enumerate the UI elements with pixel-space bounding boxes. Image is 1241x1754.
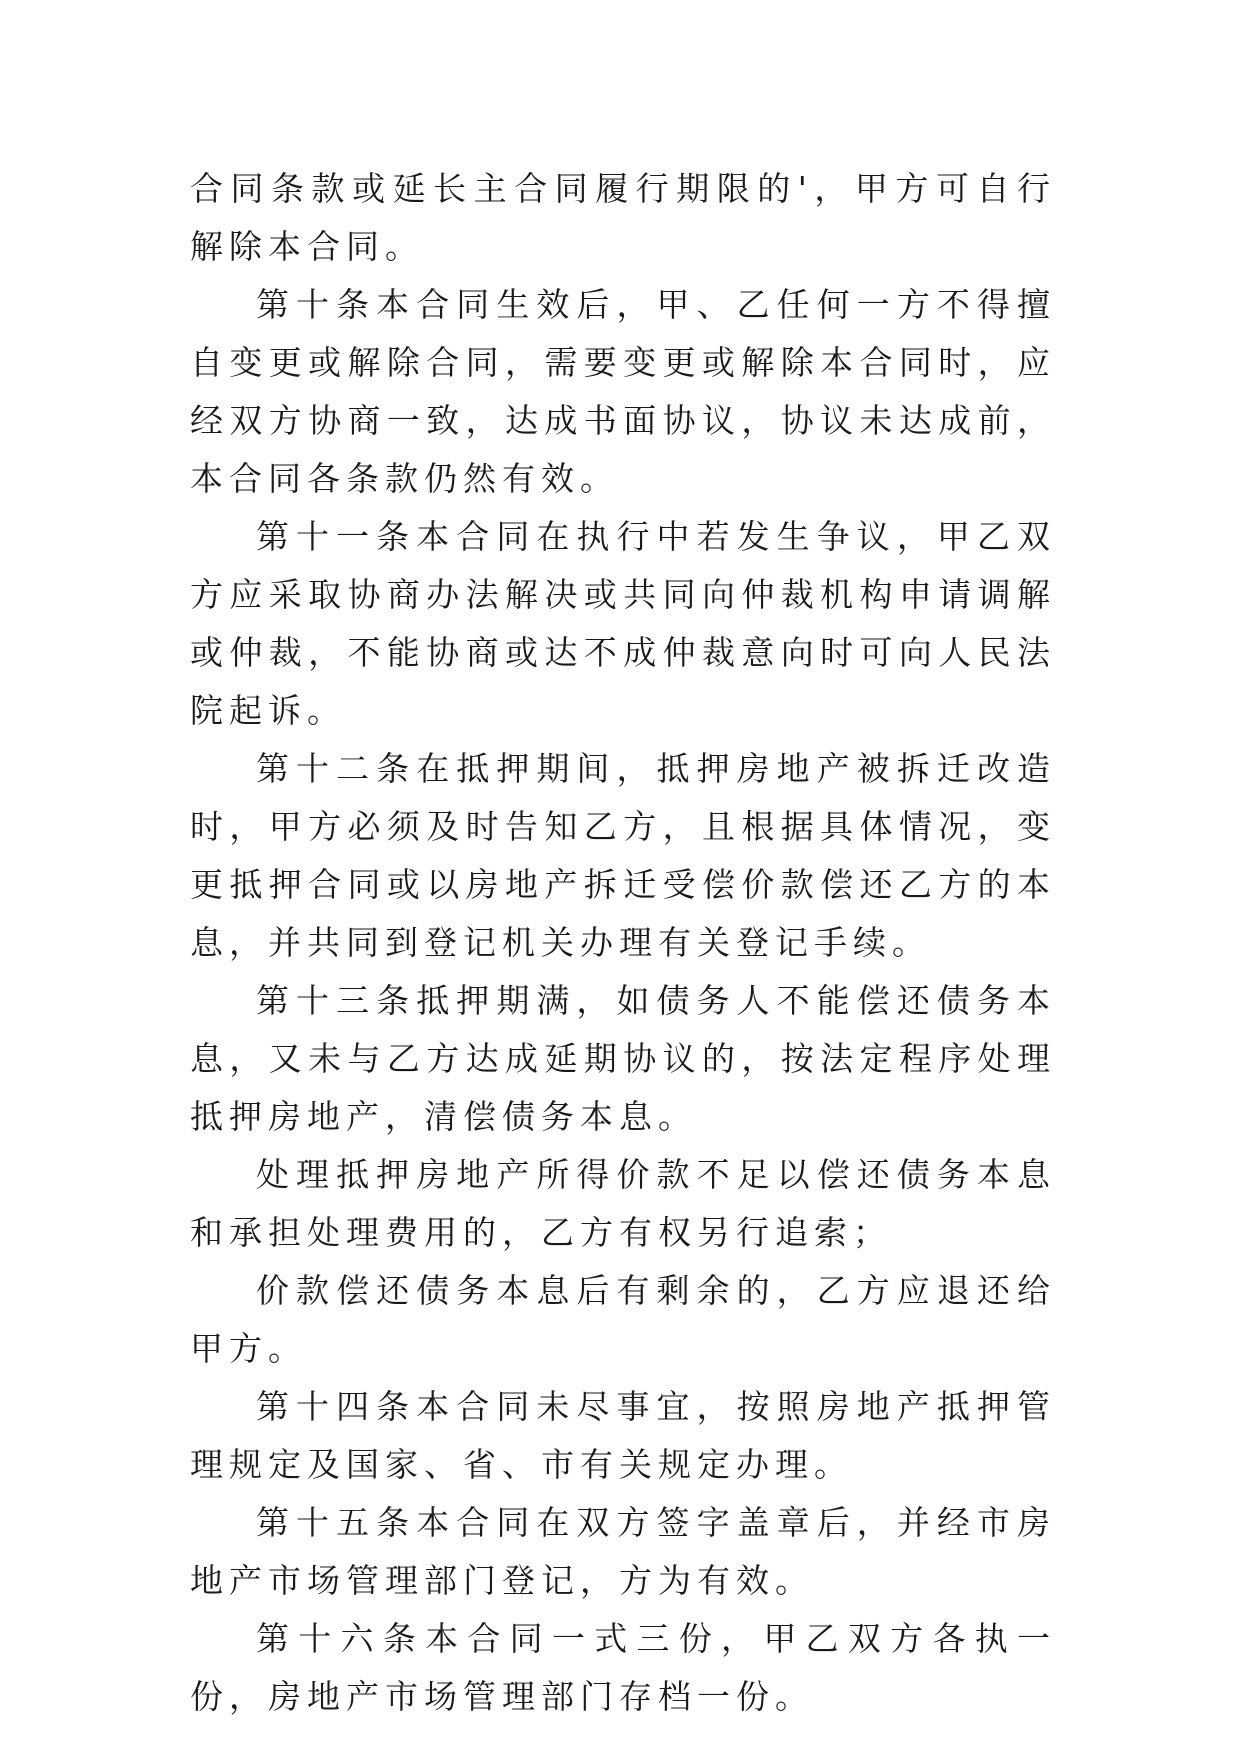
paragraph-article-13-insufficient: 处理抵押房地产所得价款不足以偿还债务本息和承担处理费用的，乙方有权另行追索； [190, 1155, 1056, 1252]
paragraph-article-14: 第十四条本合同未尽事宜，按照房地产抵押管理规定及国家、省、市有关规定办理。 [190, 1387, 1056, 1484]
paragraph-article-10: 第十条本合同生效后，甲、乙任何一方不得擅自变更或解除合同，需要变更或解除本合同时，应经双方协商一致，达成书面协议，协议未达成前，本合同各条款仍然有效。 [190, 285, 1056, 498]
paragraph-article-13-surplus: 价款偿还债务本息后有剩余的，乙方应退还给甲方。 [190, 1271, 1056, 1368]
paragraph-article-15: 第十五条本合同在双方签字盖章后，并经市房地产市场管理部门登记，方为有效。 [190, 1503, 1056, 1600]
paragraph-article-16: 第十六条本合同一式三份，甲乙双方各执一份，房地产市场管理部门存档一份。 [190, 1619, 1056, 1716]
paragraph-continuation: 合同条款或延长主合同履行期限的'，甲方可自行解除本合同。 [190, 169, 1056, 266]
paragraph-article-11: 第十一条本合同在执行中若发生争议，甲乙双方应采取协商办法解决或共同向仲裁机构申请调解或仲裁，不能协商或达不成仲裁意向时可向人民法院起诉。 [190, 517, 1056, 730]
document-body [190, 160, 1056, 1726]
paragraph-article-13: 第十三条抵押期满，如债务人不能偿还债务本息，又未与乙方达成延期协议的，按法定程序处理抵押房地产，清偿债务本息。 [190, 981, 1056, 1136]
paragraph-article-12: 第十二条在抵押期间，抵押房地产被拆迁改造时，甲方必须及时告知乙方，且根据具体情况，变更抵押合同或以房地产拆迁受偿价款偿还乙方的本息，并共同到登记机关办理有关登记手续。 [190, 749, 1056, 962]
